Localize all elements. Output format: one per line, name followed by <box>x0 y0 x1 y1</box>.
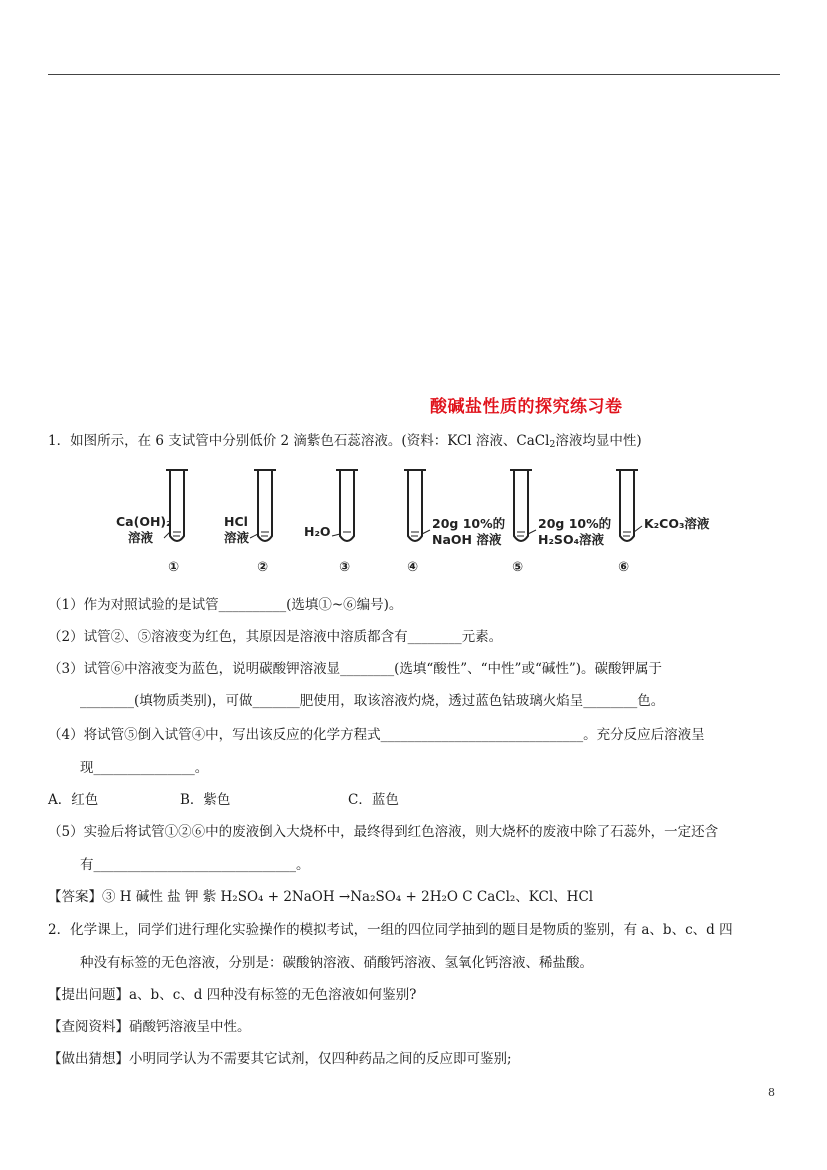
question-1-stem <box>48 432 642 454</box>
tube-3-label-line1: H₂O <box>304 524 331 539</box>
q2-question: 【提出问题】a、b、c、d 四种没有标签的无色溶液如何鉴别? <box>48 987 417 1003</box>
q1-stem-before: 1．如图所示，在 6 支试管中分别低价 2 滴紫色石蕊溶液。(资料：KCl 溶液、CaCl <box>48 433 550 449</box>
tube-2-label-line2: 溶液 <box>224 530 250 545</box>
tube-2-label <box>224 514 249 546</box>
tube-1-label <box>116 514 172 546</box>
page-number: 8 <box>768 1086 775 1099</box>
q1-part-5b: 有______________________________。 <box>80 857 310 873</box>
test-tube-5 <box>514 470 528 541</box>
q2-reference: 【查阅资料】硝酸钙溶液呈中性。 <box>48 1019 251 1035</box>
tube-2-label-line1: HCl <box>224 514 248 529</box>
tube-4-number: ④ <box>407 560 419 575</box>
tube-3-number: ③ <box>339 560 351 575</box>
test-tube-3 <box>340 470 354 541</box>
q1-part-3a: （3）试管⑥中溶液变为蓝色，说明碳酸钾溶液显________(选填“酸性”、“中性”或“碱性”)。碳酸钾属于 <box>48 661 663 677</box>
tube-2-number: ② <box>257 560 269 575</box>
header-rule <box>48 74 780 75</box>
test-tube-1 <box>170 470 184 541</box>
q1-part-3b: ________(填物质类别)，可做_______肥使用，取该溶液灼烧，透过蓝色钴玻璃火焰呈________色。 <box>80 693 665 709</box>
option-a: A．红色 <box>48 792 99 808</box>
tube-4-label-line1: 20g 10%的 <box>432 516 506 531</box>
q1-stem-after: 溶液均显中性) <box>555 433 642 449</box>
q1-part-1: （1）作为对照试验的是试管__________(选填①~⑥编号)。 <box>48 597 403 613</box>
test-tube-figure <box>112 466 712 586</box>
q1-part-2: （2）试管②、⑤溶液变为红色，其原因是溶液中溶质都含有________元素。 <box>48 629 503 645</box>
option-c: C．蓝色 <box>348 792 399 808</box>
q1-answer: 【答案】③ H 碱性 盐 钾 紫 H₂SO₄ + 2NaOH →Na₂SO₄ + 2H₂O C CaCl₂、KCl、HCl <box>48 889 594 905</box>
tube-5-label <box>538 516 611 548</box>
q1-part-5a: （5）实验后将试管①②⑥中的废液倒入大烧杯中，最终得到红色溶液，则大烧杯的废液中除了石蕊外，一定还含 <box>48 824 719 840</box>
tube-6-number: ⑥ <box>618 560 630 575</box>
tube-3-label <box>304 524 331 540</box>
test-tube-2 <box>258 470 272 541</box>
tube-4-label <box>432 516 505 548</box>
q2-hypothesis: 【做出猜想】小明同学认为不需要其它试剂，仅四种药品之间的反应即可鉴别; <box>48 1051 512 1067</box>
tube-6-label <box>644 516 709 532</box>
tube-5-label-line1: 20g 10%的 <box>538 516 612 531</box>
tube-1-number: ① <box>168 560 180 575</box>
page-title: 酸碱盐性质的探究练习卷 <box>430 397 623 417</box>
q2-stem-b: 种没有标签的无色溶液，分别是：碳酸钠溶液、硝酸钙溶液、氢氧化钙溶液、稀盐酸。 <box>80 955 593 971</box>
option-b: B．紫色 <box>180 792 231 808</box>
tube-1-label-line1: Ca(OH)₂ <box>116 514 172 529</box>
q1-part-4a: （4）将试管⑤倒入试管④中，写出该反应的化学方程式______________________________。充分反应后溶液呈 <box>48 727 705 743</box>
q1-stem-sub: 2 <box>549 439 556 450</box>
tube-1-label-line2: 溶液 <box>128 530 154 545</box>
q1-part-4b: 现_______________。 <box>80 760 209 776</box>
tube-5-number: ⑤ <box>512 560 524 575</box>
q2-stem-a: 2．化学课上，同学们进行理化实验操作的模拟考试，一组的四位同学抽到的题目是物质的鉴别，有 a、b、c、d 四 <box>48 922 733 938</box>
tube-5-label-line2: H₂SO₄溶液 <box>538 532 605 547</box>
test-tube-6 <box>620 470 634 541</box>
tube-6-label-line1: K₂CO₃溶液 <box>644 516 710 531</box>
test-tube-4 <box>408 470 422 541</box>
tube-4-label-line2: NaOH 溶液 <box>432 532 502 547</box>
